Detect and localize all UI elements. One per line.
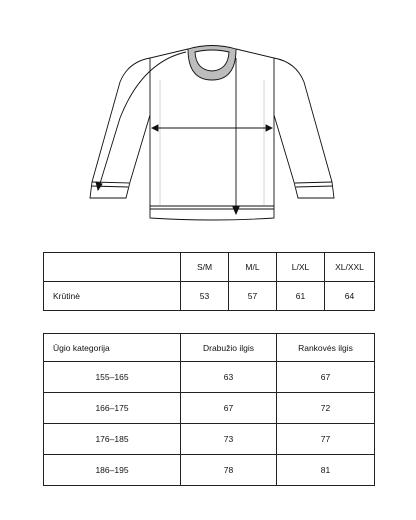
left-sleeve xyxy=(90,58,150,198)
garment-length-value: 67 xyxy=(181,393,277,424)
chest-label: Krūtinė xyxy=(44,282,181,311)
size-header-xlxxl: XL/XXL xyxy=(325,253,375,282)
size-header-empty xyxy=(44,253,181,282)
sleeve-length-value: 67 xyxy=(277,362,375,393)
length-header-row xyxy=(44,334,375,362)
chest-size-table xyxy=(43,252,375,311)
height-range: 186–195 xyxy=(44,455,181,486)
table-row xyxy=(44,362,375,393)
chest-value: 53 xyxy=(181,282,229,311)
chest-row xyxy=(44,282,375,311)
size-header-sm: S/M xyxy=(181,253,229,282)
sweatshirt-diagram xyxy=(0,0,416,235)
right-sleeve xyxy=(274,58,334,198)
height-range: 176–185 xyxy=(44,424,181,455)
sleeve-measure-line xyxy=(98,52,186,190)
height-range: 166–175 xyxy=(44,393,181,424)
table-row xyxy=(44,393,375,424)
sleeve-length-value: 77 xyxy=(277,424,375,455)
height-category-header: Ūgio kategorija xyxy=(44,334,181,362)
height-range: 155–165 xyxy=(44,362,181,393)
length-table xyxy=(43,333,375,486)
chest-value: 64 xyxy=(325,282,375,311)
sleeve-length-value: 81 xyxy=(277,455,375,486)
garment-length-value: 78 xyxy=(181,455,277,486)
garment-length-value: 63 xyxy=(181,362,277,393)
garment-length-value: 73 xyxy=(181,424,277,455)
sleeve-length-value: 72 xyxy=(277,393,375,424)
size-header-lxl: L/XL xyxy=(277,253,325,282)
sleeve-length-header: Rankovės ilgis xyxy=(277,334,375,362)
chest-value: 57 xyxy=(229,282,277,311)
size-header-row xyxy=(44,253,375,282)
garment-length-header: Drabužio ilgis xyxy=(181,334,277,362)
chest-value: 61 xyxy=(277,282,325,311)
size-header-ml: M/L xyxy=(229,253,277,282)
table-row xyxy=(44,455,375,486)
table-row xyxy=(44,424,375,455)
